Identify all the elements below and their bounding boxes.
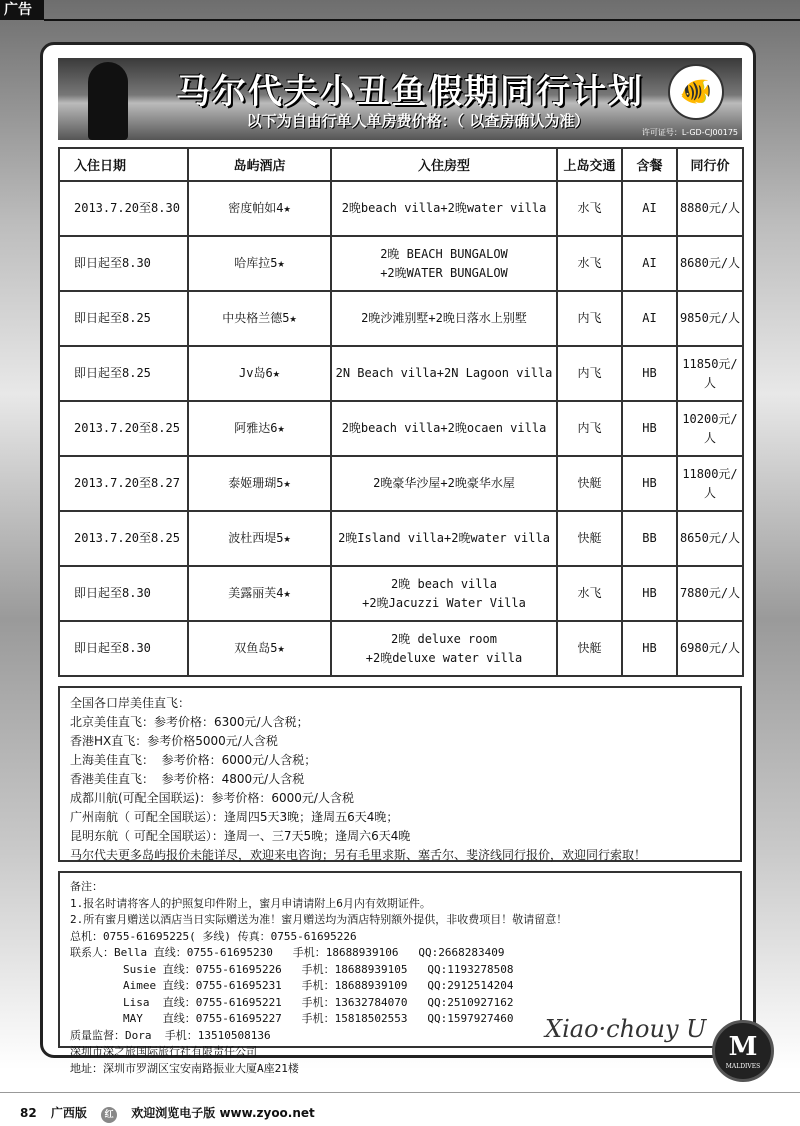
flight-info-line: 马尔代夫更多岛屿报价未能详尽，欢迎来电咨询；另有毛里求斯、塞舌尔、斐济线同行报价，欢迎同行索取！ [70,848,647,862]
hotel-cell: 哈库拉5★ [188,236,331,291]
column-header: 上岛交通 [557,148,622,181]
checkin-date-cell: 2013.7.20至8.25 [59,401,188,456]
price-cell: 6980元/人 [677,621,743,676]
transfer-cell: 水飞 [557,566,622,621]
checkin-date-cell: 即日起至8.25 [59,291,188,346]
signature: Xiao·chouy U [545,1015,707,1043]
table-row [59,456,743,511]
room-type-cell: 2晚 beach villa +2晚Jacuzzi Water Villa [331,566,557,621]
hotel-cell: 泰姬珊瑚5★ [188,456,331,511]
table-row [59,291,743,346]
seal-letter: M [728,1032,758,1062]
checkin-date-cell: 即日起至8.30 [59,621,188,676]
column-header: 含餐 [622,148,677,181]
checkin-date-cell: 2013.7.20至8.25 [59,511,188,566]
meal-plan-cell: BB [622,511,677,566]
column-header: 入住日期 [59,148,188,181]
flight-info-line: 全国各口岸美佳直飞： [70,696,191,710]
table-row [59,621,743,676]
meal-plan-cell: HB [622,346,677,401]
checkin-date-cell: 即日起至8.30 [59,566,188,621]
flight-info-line: 成都川航(可配全国联运)：参考价格：6000元/人含税 [70,791,354,805]
column-header: 入住房型 [331,148,557,181]
price-cell: 11800元/人 [677,456,743,511]
meal-plan-cell: AI [622,181,677,236]
note-line: Susie 直线：0755-61695226 手机：18688939105 QQ:1193278508 [70,962,514,976]
hotel-cell: 美露丽芙4★ [188,566,331,621]
price-table [58,147,744,677]
transfer-cell: 水飞 [557,236,622,291]
couple-silhouette-image [88,62,128,140]
flight-info-line: 北京美佳直飞：参考价格：6300元/人含税； [70,715,309,729]
note-line: 深圳市深之旅国际旅行社有限责任公司 [70,1045,257,1058]
hong-badge-icon: 红 [101,1107,117,1123]
table-row [59,181,743,236]
table-row [59,566,743,621]
room-type-cell: 2N Beach villa+2N Lagoon villa [331,346,557,401]
clownfish-logo-icon: 🐠 [668,64,724,120]
note-line: Aimee 直线：0755-61695231 手机：18688939109 QQ:2912514204 [70,979,514,992]
divider [44,19,800,21]
note-line: MAY 直线：0755-61695227 手机：15818502553 QQ:1597927460 [70,1012,514,1025]
price-cell: 11850元/人 [677,346,743,401]
flight-info-box [58,686,742,862]
meal-plan-cell: HB [622,621,677,676]
price-cell: 10200元/人 [677,401,743,456]
flight-info-line: 香港美佳直飞： 参考价格：4800元/人含税 [70,772,305,786]
meal-plan-cell: AI [622,291,677,346]
footer-divider [0,1092,800,1093]
note-line: 联系人：Bella 直线：0755-61695230 手机：18688939106 QQ:2668283409 [70,946,505,959]
flight-info-line: 昆明东航（ 可配全国联运）：逢周一、三7天5晚；逢周六6天4晚 [70,829,411,843]
hotel-cell: 密度帕如4★ [188,181,331,236]
website-link[interactable]: 欢迎浏览电子版 www.zyoo.net [131,1106,315,1120]
transfer-cell: 快艇 [557,511,622,566]
hotel-cell: 中央格兰德5★ [188,291,331,346]
transfer-cell: 水飞 [557,181,622,236]
note-line: 备注： [70,880,103,893]
license-number: 许可证号：L-GD-CJ00175 [641,128,738,137]
column-header: 岛屿酒店 [188,148,331,181]
meal-plan-cell: HB [622,456,677,511]
meal-plan-cell: HB [622,401,677,456]
transfer-cell: 内飞 [557,346,622,401]
transfer-cell: 快艇 [557,456,622,511]
maldives-seal-logo [712,1020,774,1082]
room-type-cell: 2晚豪华沙屋+2晚豪华水屋 [331,456,557,511]
note-line: 质量监督：Dora 手机：13510508136 [70,1028,271,1042]
checkin-date-cell: 即日起至8.25 [59,346,188,401]
room-type-cell: 2晚沙滩别墅+2晚日落水上别墅 [331,291,557,346]
transfer-cell: 内飞 [557,291,622,346]
edition-label: 广西版 [50,1106,87,1120]
seal-text: MALDIVES [725,1063,761,1070]
checkin-date-cell: 即日起至8.30 [59,236,188,291]
price-cell: 8680元/人 [677,236,743,291]
transfer-cell: 快艇 [557,621,622,676]
checkin-date-cell: 2013.7.20至8.27 [59,456,188,511]
room-type-cell: 2晚 BEACH BUNGALOW +2晚WATER BUNGALOW [331,236,557,291]
checkin-date-cell: 2013.7.20至8.30 [59,181,188,236]
note-line: 总机：0755-61695225( 多线) 传真：0755-61695226 [70,929,357,943]
price-cell: 8880元/人 [677,181,743,236]
flight-info-line: 广州南航（ 可配全国联运）：逢周四5天3晚；逢周五6天4晚； [70,810,399,824]
meal-plan-cell: HB [622,566,677,621]
ad-label: 广告 [0,0,44,20]
hotel-cell: Jv岛6★ [188,346,331,401]
price-cell: 8650元/人 [677,511,743,566]
banner-subtitle: 以下为自由行单人单房费价格：（ 以查房确认为准） [246,112,590,130]
room-type-cell: 2晚Island villa+2晚water villa [331,511,557,566]
price-cell: 7880元/人 [677,566,743,621]
banner [58,58,742,140]
table-row [59,401,743,456]
note-line: Lisa 直线：0755-61695221 手机：13632784070 QQ:2510927162 [70,995,514,1009]
room-type-cell: 2晚beach villa+2晚ocaen villa [331,401,557,456]
transfer-cell: 内飞 [557,401,622,456]
room-type-cell: 2晚 deluxe room +2晚deluxe water villa [331,621,557,676]
banner-title: 马尔代夫小丑鱼假期同行计划 [176,72,644,112]
footer [20,1104,325,1123]
note-line: 地址：深圳市罗湖区宝安南路振业大厦A座21楼 [70,1061,299,1075]
column-header: 同行价 [677,148,743,181]
note-line: 1.报名时请将客人的护照复印件附上，蜜月申请请附上6月内有效期证件。 [70,896,431,910]
flight-info-line: 香港HX直飞：参考价格5000元/人含税 [70,734,278,748]
hotel-cell: 阿雅达6★ [188,401,331,456]
hotel-cell: 双鱼岛5★ [188,621,331,676]
note-line: 2.所有蜜月赠送以酒店当日实际赠送为准！蜜月赠送均为酒店特别额外提供，非收费项目！敬请留意！ [70,913,568,926]
room-type-cell: 2晚beach villa+2晚water villa [331,181,557,236]
table-row [59,346,743,401]
price-cell: 9850元/人 [677,291,743,346]
hotel-cell: 波杜西堤5★ [188,511,331,566]
flight-info-line: 上海美佳直飞： 参考价格：6000元/人含税； [70,753,317,767]
table-row [59,236,743,291]
table-row [59,511,743,566]
meal-plan-cell: AI [622,236,677,291]
page-number: 82 [20,1106,37,1120]
